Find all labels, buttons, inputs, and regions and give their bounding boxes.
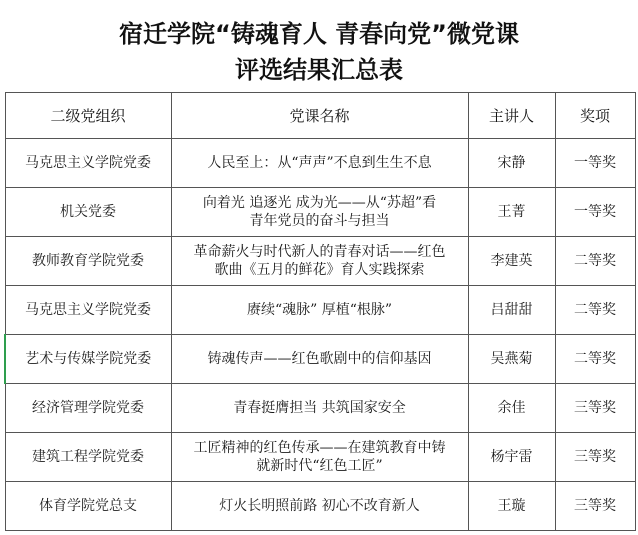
table-row <box>5 384 635 433</box>
cell-speaker: 杨宇雷 <box>468 433 555 482</box>
cell-award: 二等奖 <box>555 335 635 384</box>
cell-lesson <box>171 139 468 188</box>
table-row <box>5 188 635 237</box>
cell-lesson <box>171 188 468 237</box>
cell-org: 机关党委 <box>5 188 171 237</box>
cell-speaker: 余佳 <box>468 384 555 433</box>
lesson-line: 铸魂传声——红色歌剧中的信仰基因 <box>207 351 432 367</box>
table-row <box>5 139 635 188</box>
cell-award: 三等奖 <box>555 482 635 531</box>
cell-org: 马克思主义学院党委 <box>5 286 171 335</box>
cell-award: 一等奖 <box>555 139 635 188</box>
lesson-line: 革命薪火与时代新人的青春对话——红色 <box>193 244 446 260</box>
lesson-line: 青春挺膺担当 共筑国家安全 <box>233 400 406 416</box>
cell-org: 马克思主义学院党委 <box>5 139 171 188</box>
cell-org: 经济管理学院党委 <box>5 384 171 433</box>
lesson-line: 青年党员的奋斗与担当 <box>249 213 390 229</box>
table-row <box>5 482 635 531</box>
header-speaker: 主讲人 <box>468 93 555 139</box>
cell-award: 二等奖 <box>555 237 635 286</box>
cell-award: 一等奖 <box>555 188 635 237</box>
title-block <box>0 0 638 92</box>
results-table <box>4 92 636 531</box>
header-lesson: 党课名称 <box>171 93 468 139</box>
header-org: 二级党组织 <box>5 93 171 139</box>
table-row <box>5 286 635 335</box>
lesson-line: 赓续“魂脉” 厚植“根脉” <box>246 302 393 318</box>
cell-lesson <box>171 482 468 531</box>
cell-speaker: 王菁 <box>468 188 555 237</box>
lesson-line: 工匠精神的红色传承——在建筑教育中铸 <box>193 440 446 456</box>
cell-award: 二等奖 <box>555 286 635 335</box>
table-row <box>5 237 635 286</box>
cell-org: 体育学院党总支 <box>5 482 171 531</box>
cell-speaker: 吕甜甜 <box>468 286 555 335</box>
table-row <box>5 335 635 384</box>
cell-speaker: 李建英 <box>468 237 555 286</box>
cell-org: 建筑工程学院党委 <box>5 433 171 482</box>
cell-lesson <box>171 237 468 286</box>
lesson-line: 人民至上：从“声声”不息到生生不息 <box>207 155 432 171</box>
cell-speaker: 宋静 <box>468 139 555 188</box>
cell-award: 三等奖 <box>555 433 635 482</box>
lesson-line: 向着光 追逐光 成为光——从“苏超”看 <box>202 195 437 211</box>
cell-lesson <box>171 286 468 335</box>
cell-org: 教师教育学院党委 <box>5 237 171 286</box>
title-line-2: 评选结果汇总表 <box>235 56 403 84</box>
table-header-row <box>5 93 635 139</box>
cell-org: 艺术与传媒学院党委 <box>5 335 171 384</box>
cell-lesson <box>171 433 468 482</box>
cell-lesson <box>171 384 468 433</box>
lesson-line: 歌曲《五月的鲜花》育人实践探索 <box>214 262 425 278</box>
header-award: 奖项 <box>555 93 635 139</box>
lesson-line: 就新时代“红色工匠” <box>256 458 383 474</box>
cell-speaker: 吴燕菊 <box>468 335 555 384</box>
cell-lesson <box>171 335 468 384</box>
cell-speaker: 王璇 <box>468 482 555 531</box>
title-line-1: 宿迁学院“铸魂育人 青春向党”微党课 <box>119 20 519 48</box>
lesson-line: 灯火长明照前路 初心不改育新人 <box>219 498 420 514</box>
cell-award: 三等奖 <box>555 384 635 433</box>
table-row <box>5 433 635 482</box>
